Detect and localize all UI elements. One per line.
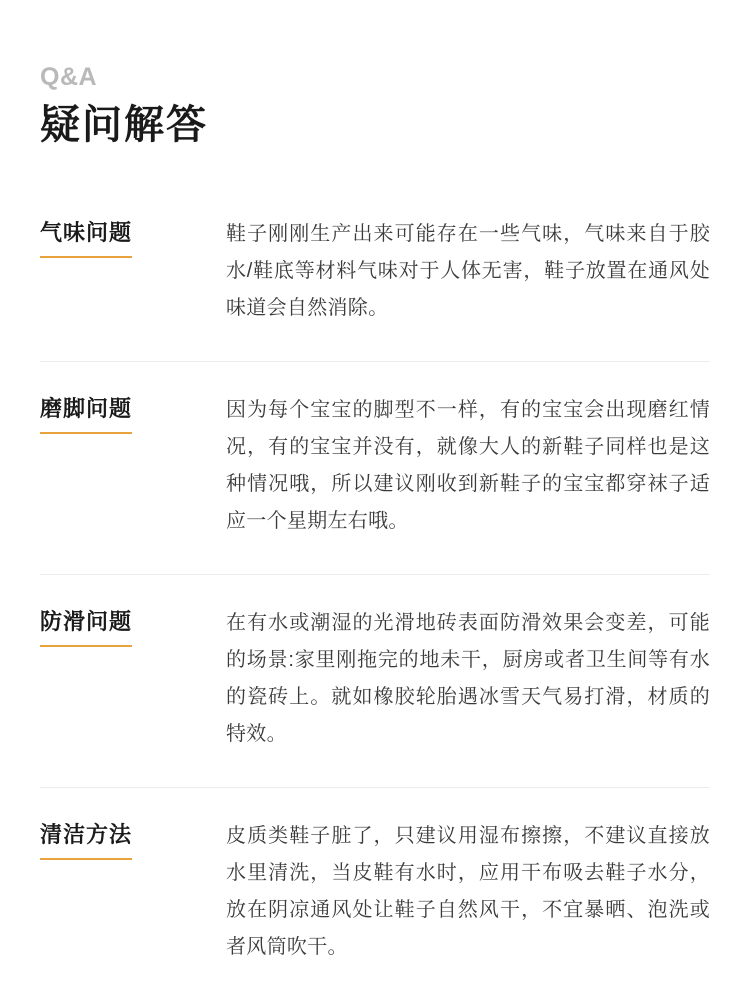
qa-label-wrap <box>40 605 226 647</box>
qa-item <box>40 210 710 361</box>
qa-label: 磨脚问题 <box>40 394 132 434</box>
qa-answer: 皮质类鞋子脏了，只建议用湿布擦擦，不建议直接放水里清洗，当皮鞋有水时，应用干布吸去鞋子水分，放在阴凉通风处让鞋子自然风干，不宜暴晒、泡洗或者风筒吹干。 <box>226 825 710 958</box>
page-eyebrow: Q&A <box>40 63 98 91</box>
qa-label-wrap <box>40 392 226 434</box>
qa-list <box>40 210 710 1000</box>
qa-item <box>40 787 710 1000</box>
qa-answer: 因为每个宝宝的脚型不一样，有的宝宝会出现磨红情况，有的宝宝并没有，就像大人的新鞋子同样也是这种情况哦，所以建议刚收到新鞋子的宝宝都穿袜子适应一个星期左右哦。 <box>226 399 710 532</box>
qa-label: 气味问题 <box>40 218 132 258</box>
qa-label-wrap <box>40 216 226 258</box>
qa-item <box>40 574 710 787</box>
qa-item <box>40 361 710 574</box>
page-header <box>40 0 710 148</box>
qa-answer: 鞋子刚刚生产出来可能存在一些气味，气味来自于胶水/鞋底等材料气味对于人体无害，鞋子放置在通风处味道会自然消除。 <box>226 223 710 319</box>
qa-label-wrap <box>40 818 226 860</box>
qa-label: 清洁方法 <box>40 820 132 860</box>
page-title: 疑问解答 <box>40 103 208 147</box>
qa-label: 防滑问题 <box>40 607 132 647</box>
qa-answer: 在有水或潮湿的光滑地砖表面防滑效果会变差，可能的场景:家里刚拖完的地未干，厨房或者卫生间等有水的瓷砖上。就如橡胶轮胎遇冰雪天气易打滑，材质的特效。 <box>226 612 710 745</box>
